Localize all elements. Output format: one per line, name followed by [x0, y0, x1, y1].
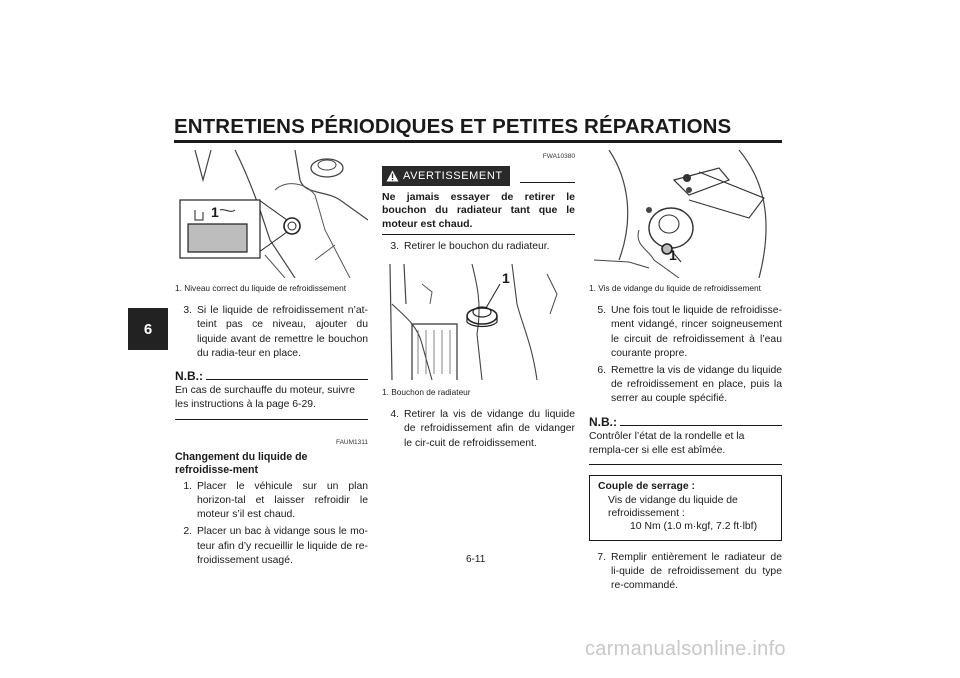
warning-label: AVERTISSEMENT [403, 170, 503, 183]
page-number: 6-11 [466, 554, 486, 565]
note-box [175, 369, 368, 420]
chapter-tab: 6 [128, 308, 168, 350]
title-rule [174, 140, 782, 143]
figure-label: 1 [669, 247, 677, 263]
step-text: Placer un bac à vidange sous le mo-teur afin d’y recueillir le liquide de re-froidissement usagé. [197, 526, 368, 566]
column-left [175, 150, 368, 571]
step-text: Retirer la vis de vidange du liquide de refroidissement afin de vidanger le cir-cuit de refroidissement. [404, 409, 575, 449]
note-label: N.B.: [589, 414, 617, 429]
list-item [175, 525, 368, 568]
step-number: 4. [390, 409, 399, 421]
warning-badge [382, 166, 510, 186]
coolant-reservoir-illustration [175, 150, 368, 278]
step-number: 3. [390, 240, 399, 252]
list-item [382, 408, 575, 451]
warning-triangle-icon [386, 170, 399, 182]
torque-value: 10 Nm (1.0 m·kgf, 7.2 ft·lbf) [630, 521, 758, 533]
step-number: 1. [183, 480, 192, 492]
torque-item: Vis de vidange du liquide de refroidissement : [608, 494, 738, 520]
figure-caption: 1. Niveau correct du liquide de refroidissement [175, 283, 347, 293]
figure-coolant-level [175, 150, 368, 278]
reference-code: FWA10380 [542, 153, 575, 160]
figure-label: 1 [211, 204, 219, 220]
step-text: Retirer le bouchon du radiateur. [404, 240, 550, 252]
warning-header [382, 166, 575, 186]
note-text: En cas de surchauffe du moteur, suivre les instructions à la page 6-29. [175, 384, 368, 419]
note-text: Contrôler l’état de la rondelle et la rempla-cer si elle est abîmée. [589, 430, 782, 465]
column-right [589, 150, 782, 596]
drain-bolt-illustration [589, 150, 782, 278]
list-item [589, 551, 782, 594]
figure-drain-bolt [589, 150, 782, 278]
section-heading: Changement du liquide de refroidisse-ment [175, 450, 308, 476]
note-box [589, 415, 782, 466]
step-number: 3. [183, 305, 192, 317]
column-middle [382, 150, 575, 454]
step-text: Une fois tout le liquide de refroidisse-ment vidangé, rincer soigneusement le circuit de refroidissement à l’eau courante propre. [611, 305, 782, 359]
figure-caption: 1. Vis de vidange du liquide de refroidissement [589, 283, 761, 293]
torque-spec-box [589, 475, 782, 541]
step-number: 7. [597, 551, 606, 563]
step-text: Placer le véhicule sur un plan horizon-tal et laisser refroidir le moteur s’il est chaud. [197, 480, 368, 521]
step-text: Remettre la vis de vidange du liquide de refroidissement en place, puis la serrer au couple spécifié. [611, 365, 782, 405]
step-number: 5. [597, 305, 606, 317]
radiator-cap-illustration [382, 264, 575, 380]
list-item [589, 364, 782, 407]
warning-text: Ne jamais essayer de retirer le bouchon du radiateur tant que le moteur est chaud. [382, 191, 575, 235]
list-item [382, 240, 575, 254]
figure-label: 1 [502, 270, 510, 287]
step-text: Remplir entièrement le radiateur de li-quide de refroidissement du type re-commandé. [611, 551, 782, 592]
watermark: carmanualsonline.info [585, 638, 786, 660]
torque-heading: Couple de serrage : [598, 481, 696, 493]
figure-caption: 1. Bouchon de radiateur [382, 387, 471, 398]
note-label: N.B.: [175, 369, 203, 384]
reference-code: FAUM1311 [335, 438, 368, 446]
list-item [589, 304, 782, 361]
step-number: 2. [183, 526, 192, 538]
list-item [175, 304, 368, 361]
page-title: ENTRETIENS PÉRIODIQUES ET PETITES RÉPARATIONS [174, 115, 732, 138]
step-text: Si le liquide de refroidissement n’at-teint pas ce niveau, ajouter du liquide avant de remettre le bouchon du radia-teur en place. [197, 305, 368, 359]
figure-radiator-cap [382, 264, 575, 380]
list-item [175, 480, 368, 523]
step-number: 6. [597, 365, 606, 377]
